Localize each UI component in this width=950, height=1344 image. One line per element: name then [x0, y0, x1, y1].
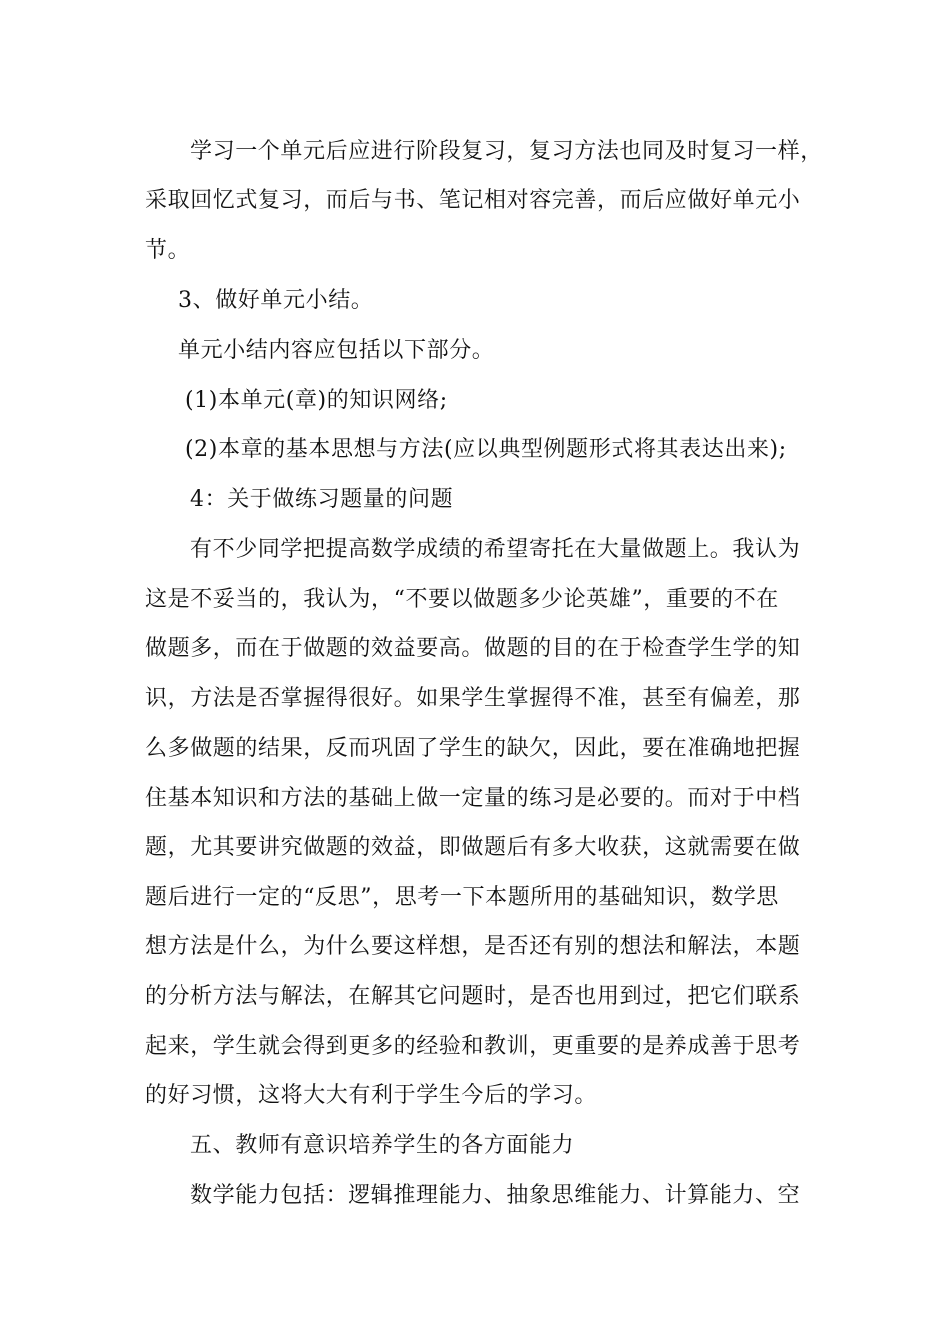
text-line: 的好习惯，这将大大有利于学生今后的学习。 [145, 1083, 598, 1108]
text-line: 想方法是什么，为什么要这样想，是否还有别的想法和解法，本题 [145, 934, 801, 959]
section-heading: 五、教师有意识培养学生的各方面能力 [190, 1133, 575, 1158]
text-line: 节。 [145, 238, 191, 263]
text-line: 学习一个单元后应进行阶段复习，复习方法也同及时复习一样， [190, 139, 823, 164]
text-line: 有不少同学把提高数学成绩的希望寄托在大量做题上。我认为 [190, 537, 801, 562]
text-line: 这是不妥当的，我认为，“不要以做题多少论英雄”，重要的不在 [145, 587, 779, 612]
text-line: 做题多，而在于做题的效益要高。做题的目的在于检查学生学的知 [145, 636, 801, 661]
text-line: 住基本知识和方法的基础上做一定量的练习是必要的。而对于中档 [145, 786, 801, 811]
text-line: 数学能力包括：逻辑推理能力、抽象思维能力、计算能力、空 [190, 1183, 801, 1208]
text-line: 起来，学生就会得到更多的经验和教训，更重要的是养成善于思考 [145, 1034, 801, 1059]
text-line: 题，尤其要讲究做题的效益，即做题后有多大收获，这就需要在做 [145, 835, 801, 860]
text-line: 么多做题的结果，反而巩固了学生的缺欠，因此，要在准确地把握 [145, 736, 801, 761]
text-line: 识，方法是否掌握得很好。如果学生掌握得不准，甚至有偏差，那 [145, 686, 801, 711]
list-item: (2)本章的基本思想与方法(应以典型例题形式将其表达出来); [185, 437, 787, 462]
section-heading: 3、做好单元小结。 [178, 288, 374, 313]
text-line: 的分析方法与解法，在解其它问题时，是否也用到过，把它们联系 [145, 984, 801, 1009]
text-line: 采取回忆式复习，而后与书、笔记相对容完善，而后应做好单元小 [145, 188, 801, 213]
list-item: (1)本单元(章)的知识网络; [185, 388, 448, 413]
section-heading: 4：关于做练习题量的问题 [190, 487, 454, 512]
text-line: 题后进行一定的“反思”，思考一下本题所用的基础知识，数学思 [145, 885, 779, 910]
text-line: 单元小结内容应包括以下部分。 [178, 338, 495, 363]
